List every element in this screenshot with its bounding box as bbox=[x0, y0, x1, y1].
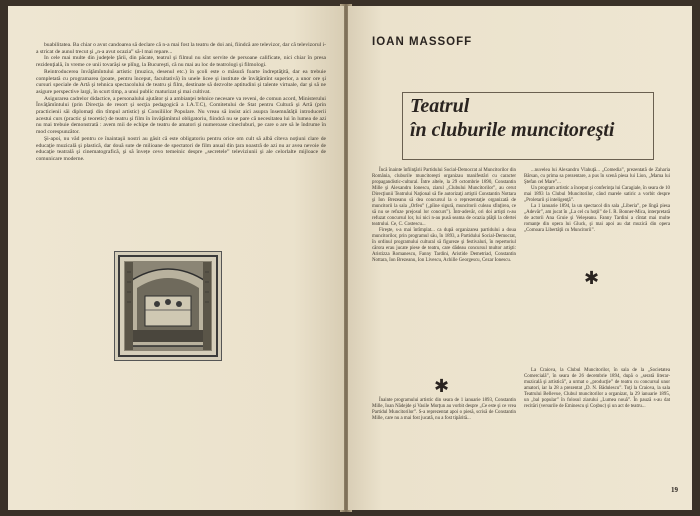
article-paragraph: La Craiova, la Clubul Muncitorilor, în sala de la „Societatea Comercială”, în seara de 26 decembrie 1894, după o „serată literar-muzicală şi artistică”, a urmat o „producţie” de teatru cu concursul unor amatori, iar la 28 a prezentat „D. N. Bădulescu”. Toţi la Craiova, la sala Teatrului Bellevue, Clubul muncitorilor a organizat, la 29 ianuarie 1895, un „bal popular” în folosul ziarului „Lumea nouă”. În pauză s-au dat recitări (versurile de Eminescu şi Coşbuc) şi un act de teatru... bbox=[524, 368, 670, 409]
article-title bbox=[410, 94, 614, 142]
author-name: IOAN MASSOFF bbox=[372, 36, 473, 48]
asterisk-ornament: ✱ bbox=[584, 268, 600, 288]
article-paragraph: ...nuvelea lui Alexandru Vlahuţă... „Comedia”, prezentată de Zaharia Bărsan, cu prima sa prezentare, a pus în scenă piesa lui Lion, „Mama lui Ştefan cel Mare”... bbox=[524, 168, 670, 185]
left-paragraph: Reintroducerea învăţămîntului artistic (muzica, desenul etc.) în şcoli este o măsură foarte îndreptăţită, dar ea trebuie completată cu programarea (poate, pentru început, facultativă) în unele licee şi institute de învăţămînt superior, a unor ore şi cursuri speciale de Artă şi tehnica spectacolului de teatru şi film, destinate să dezvolte aptitudini şi talente virtuale, dar şi să ne asigure perspective largi, în scurt timp, a unui public maturizat şi mai cultivat. bbox=[36, 68, 326, 95]
left-paragraph: Asigurarea cadrelor didactice, a personalului ajutător şi a ambianţei tehnice necesare va reveni, de comun acord, Ministerului Învăţămîntului (prin Direcţia de resort şi secţia pedagogică a I.A.T.C), Comitetului de Stat pentru Cultură şi Artă (prin practicienii săi diplomaţi din tîmpul artistic) şi Consiliilor Populare. Nu vreau să insist aici asupra însemnătăţii introducerii acestui curs (practic şi teoretic) de teatru şi film în învăţămîntul obligatoriu, fiindcă nu se pare că necesitatea lui în lumea de azi nu mai trebuie demonstrată : avem mii de echipe de teatru de amatori şi numeroase cinecluburi, pe care o are să le îndrume în mod corespunzător. bbox=[36, 95, 326, 136]
left-page bbox=[8, 6, 344, 510]
article-column-1-bottom bbox=[372, 398, 516, 422]
article-paragraph: Înainte programului artistic din seara de 1 ianuarie 1893, Constantin Mille, Ioan Nădejde şi Vasile Morţun au vorbit despre „Ce este şi ce vrea Partidul Muncitorilor”. S-a reprezentat apoi o piesă, scrisă de Constantin Mille, care nu a mai fost jucată, nu a fost tipărită... bbox=[372, 398, 516, 421]
article-column-1 bbox=[372, 168, 516, 264]
left-paragraph: buabilitatea. Ba chiar o avut candoarea să declare că n-a mai fost la teatru de doi ani, fiindcă are televizor, dar că televizorul i-a stricat de aunul trecut şi „n-a avut ocazia” să-l mai repare... bbox=[36, 42, 326, 55]
title-line-2: în cluburile muncitoreşti bbox=[410, 119, 615, 141]
page-number: 19 bbox=[671, 486, 678, 494]
article-paragraph: Fireşte, s-a mai întîmplat... ca după organizarea partidului a doua muncitorilor, prin programul său, în 1893, a Partidului Social-Democrat, în ordinul programului cultural să figureze şi festivaluri, în repertoriul cărora erau jucate piese de teatru, care dădeau concursul multor artişti: Aristizza Romanescu, Fanny Tardini, Aristide Demetriad, Constantin Nottara, Ion Brezeanu, Ion Livescu, Achille Georgescu, Cezar Ionescu. bbox=[372, 228, 516, 263]
article-column-2 bbox=[524, 168, 670, 234]
article-paragraph: Un program artistic a început şi conferinţa lui Caragiale, în seara de 10 mai 1893 la Clubul Muncitorilor, când marele satiric a vorbit despre „Proletarii şi inteligenţă”. bbox=[524, 186, 670, 203]
left-paragraph: Şi-apoi, nu văd pentru ce înaintaşii nostri au găsit că este obligatoriu pentru orice om cult să albă cîteva noţiuni clare de educaţie muzicală şi plastică, dar două sute de milioane de spectatori de film anual din ţara noastră de azi nu ar avea nevoie de educaţie teatrală şi cinematografică, şi să învețe cevo temeinic despre „secretele” televiziunii şi ale celorlalte mijloace de comunicare moderne. bbox=[36, 135, 326, 162]
theatre-engraving-image bbox=[114, 251, 222, 361]
right-page bbox=[348, 6, 692, 510]
article-paragraph: La 1 ianuarie 1894, la un spectacol din sala „Liberia”, pe lîngă piesa „Adevăr”, am jucat în „La cel cu hoţii” de I. R. Bonner-Mica, interpretată de actorii Ana Gruie şi Veleşeanu. Fanny Tardini a cîntat mai multe romanţe din opera lui Gluck, şi mai apoi au dat muzică din opera „Comoara Libertăţii cu Muncitorii”. bbox=[524, 204, 670, 233]
article-paragraph: Încă înainte înfiinţării Partidului Social-Democrat al Muncitorilor din România, cluburile muncitoreşti organizau manifestări cu caracter propagandistic-cultural. Între altele, la 29 octombrie 1890, Constantin Mille şi Alexandru Ionescu, ziarul „Clubului Muncitorilor”, au cerut Direcţiunii Teatrului Naţional să fie autorizaţi artiştii Constantin Nottara şi Ion Brezeanu să dea concursul la o reprezentaţie organizată de muncitorii la sala „Orfeu” („pîine sigură, muncitorii culeau sfinţirea, ce să nu se refuze prejosul lor concurs”). Într-adevăr, ori doi artişti n-au refuzat concursul lor, lui nici n-au pusă seama de ocazia plăţii la ofertei teatrului. Ce, C. Costescu... bbox=[372, 168, 516, 227]
article-column-2-bottom bbox=[524, 368, 670, 410]
left-page-text bbox=[36, 42, 326, 163]
left-paragraph: In cele mai multe din judeţele ţării, din păcate, teatrul şi filmul nu sînt servite de persoane calificate, nici chiar în presa rezidenţială, în vreme ce unii tovarăşi se plîng, la Bucureşti, că nu mai au loc de teatrologi şi filmologi. bbox=[36, 55, 326, 69]
title-line-1: Teatrul bbox=[410, 95, 470, 117]
asterisk-ornament: ✱ bbox=[434, 376, 450, 396]
